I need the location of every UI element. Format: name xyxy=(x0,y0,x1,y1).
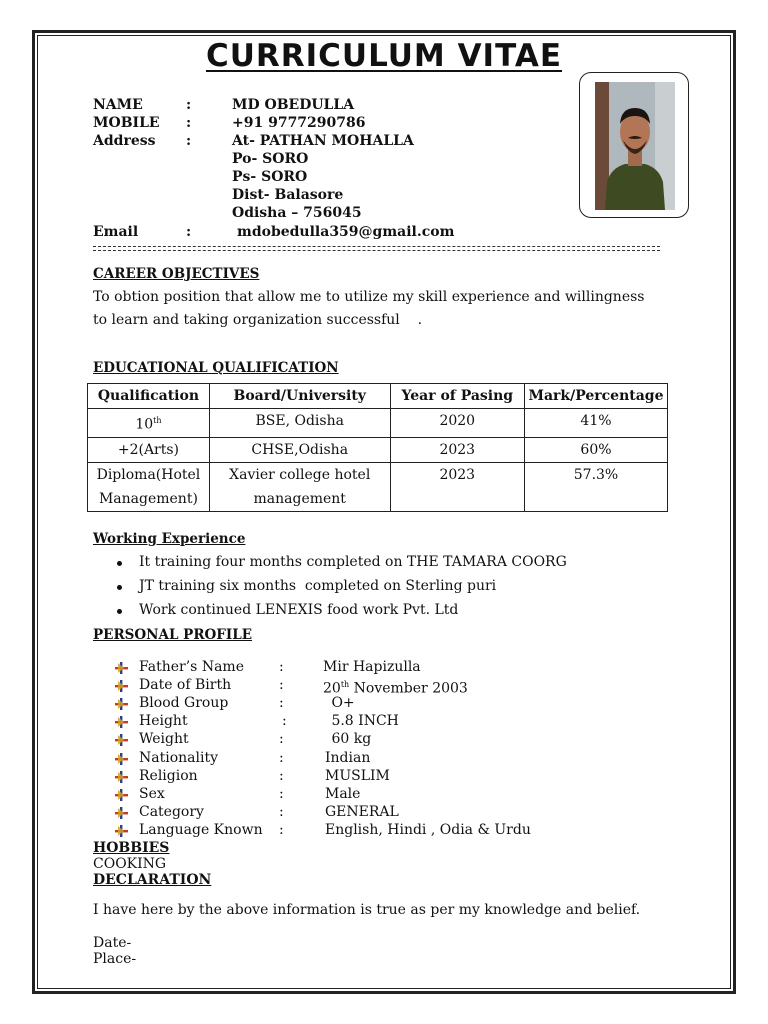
address-line: Dist- Balasore xyxy=(232,187,344,203)
profile-label: Nationality xyxy=(139,749,218,766)
work-experience-heading: Working Experience xyxy=(93,531,246,547)
table-row xyxy=(88,437,668,462)
email-colon: : xyxy=(186,224,192,240)
profile-colon: : xyxy=(279,731,284,748)
address-line: Ps- SORO xyxy=(232,169,308,185)
career-objectives-line: To obtion position that allow me to utilize my skill experience and willingness xyxy=(93,289,645,305)
profile-colon: : xyxy=(279,695,284,712)
table-cell: 2023 xyxy=(390,437,524,462)
address-line: Odisha – 756045 xyxy=(232,205,362,221)
table-cell: 57.3% xyxy=(524,462,667,511)
profile-value: GENERAL xyxy=(325,803,399,820)
address-line: Po- SORO xyxy=(232,151,309,167)
profile-value: Indian xyxy=(325,749,371,766)
place-label: Place- xyxy=(93,951,137,967)
address-label: Address xyxy=(93,133,156,149)
profile-label: Sex xyxy=(139,785,165,802)
section-separator xyxy=(93,246,660,251)
name-label: NAME xyxy=(93,97,143,113)
address-line: At- PATHAN MOHALLA xyxy=(232,133,414,149)
profile-value: MUSLIM xyxy=(325,767,390,784)
hobbies-value: COOKING xyxy=(93,856,167,872)
profile-value: Mir Hapizulla xyxy=(323,659,421,675)
profile-colon: : xyxy=(279,677,284,694)
career-objectives-heading: CAREER OBJECTIVES xyxy=(93,266,260,282)
email-label: Email xyxy=(93,224,139,240)
table-header-row xyxy=(88,384,668,409)
list-item: JT training six months completed on Sterling puri xyxy=(139,578,497,594)
arrow-bullet-icon xyxy=(115,680,128,692)
arrow-bullet-icon xyxy=(115,716,128,728)
arrow-bullet-icon xyxy=(115,698,128,710)
declaration-text: I have here by the above information is true as per my knowledge and belief. xyxy=(93,902,641,918)
table-cell: 2020 xyxy=(390,409,524,438)
personal-profile-heading: PERSONAL PROFILE xyxy=(93,627,252,643)
table-header-cell: Board/University xyxy=(209,384,390,409)
date-label: Date- xyxy=(93,935,132,951)
table-cell: 2023 xyxy=(390,462,524,511)
document-title: CURRICULUM VITAE xyxy=(205,38,563,74)
profile-label: Category xyxy=(139,803,204,820)
mobile-value: +91 9777290786 xyxy=(232,115,366,131)
arrow-bullet-icon xyxy=(115,825,128,837)
bullet-icon xyxy=(117,561,122,566)
mobile-colon: : xyxy=(186,115,192,131)
table-cell: CHSE,Odisha xyxy=(209,437,390,462)
profile-value: 20th November 2003 xyxy=(323,680,468,697)
name-value: MD OBEDULLA xyxy=(232,97,355,113)
address-colon: : xyxy=(186,133,192,149)
declaration-heading: DECLARATION xyxy=(93,872,212,888)
profile-label: Date of Birth xyxy=(139,677,232,694)
profile-label: Blood Group xyxy=(139,695,229,712)
list-item: It training four months completed on THE TAMARA COORG xyxy=(139,554,567,570)
arrow-bullet-icon xyxy=(115,771,128,783)
profile-colon: : xyxy=(279,803,284,820)
profile-value: O+ xyxy=(327,695,355,712)
profile-label: Religion xyxy=(139,767,198,784)
arrow-bullet-icon xyxy=(115,807,128,819)
mobile-label: MOBILE xyxy=(93,115,160,131)
name-colon: : xyxy=(186,97,192,113)
bullet-icon xyxy=(117,585,122,590)
arrow-bullet-icon xyxy=(115,753,128,765)
education-table xyxy=(87,383,668,512)
profile-colon: : xyxy=(279,659,284,675)
table-cell: Diploma(Hotel Management) xyxy=(88,462,210,511)
bullet-icon xyxy=(117,609,122,614)
profile-label: Weight xyxy=(139,731,189,748)
table-header-cell: Mark/Percentage xyxy=(524,384,667,409)
profile-label: Father’s Name xyxy=(139,659,244,675)
profile-value: 5.8 INCH xyxy=(327,713,399,730)
table-row xyxy=(88,462,668,511)
arrow-bullet-icon xyxy=(115,662,128,674)
profile-value: 60 kg xyxy=(327,731,372,748)
table-row xyxy=(88,409,668,438)
arrow-bullet-icon xyxy=(115,734,128,746)
profile-colon: : xyxy=(279,749,284,766)
profile-colon: : xyxy=(279,767,284,784)
table-cell: BSE, Odisha xyxy=(209,409,390,438)
table-cell: 10th xyxy=(88,409,210,438)
hobbies-heading: HOBBIES xyxy=(93,840,170,856)
profile-colon: : xyxy=(282,713,287,730)
table-header-cell: Qualification xyxy=(88,384,210,409)
table-cell: 60% xyxy=(524,437,667,462)
table-header-cell: Year of Pasing xyxy=(390,384,524,409)
table-cell: 41% xyxy=(524,409,667,438)
education-heading: EDUCATIONAL QUALIFICATION xyxy=(93,360,339,376)
list-item: Work continued LENEXIS food work Pvt. Ltd xyxy=(139,602,459,618)
email-value: mdobedulla359@gmail.com xyxy=(237,224,455,240)
arrow-bullet-icon xyxy=(115,789,128,801)
profile-label: Language Known xyxy=(139,821,263,838)
profile-value: Male xyxy=(325,785,361,802)
table-cell: Xavier college hotel management xyxy=(209,462,390,511)
profile-colon: : xyxy=(279,821,284,838)
profile-colon: : xyxy=(279,785,284,802)
profile-photo xyxy=(595,82,675,210)
profile-label: Height xyxy=(139,713,188,730)
career-objectives-line: to learn and taking organization successful . xyxy=(93,312,423,328)
profile-value: English, Hindi , Odia & Urdu xyxy=(325,821,531,838)
table-cell: +2(Arts) xyxy=(88,437,210,462)
